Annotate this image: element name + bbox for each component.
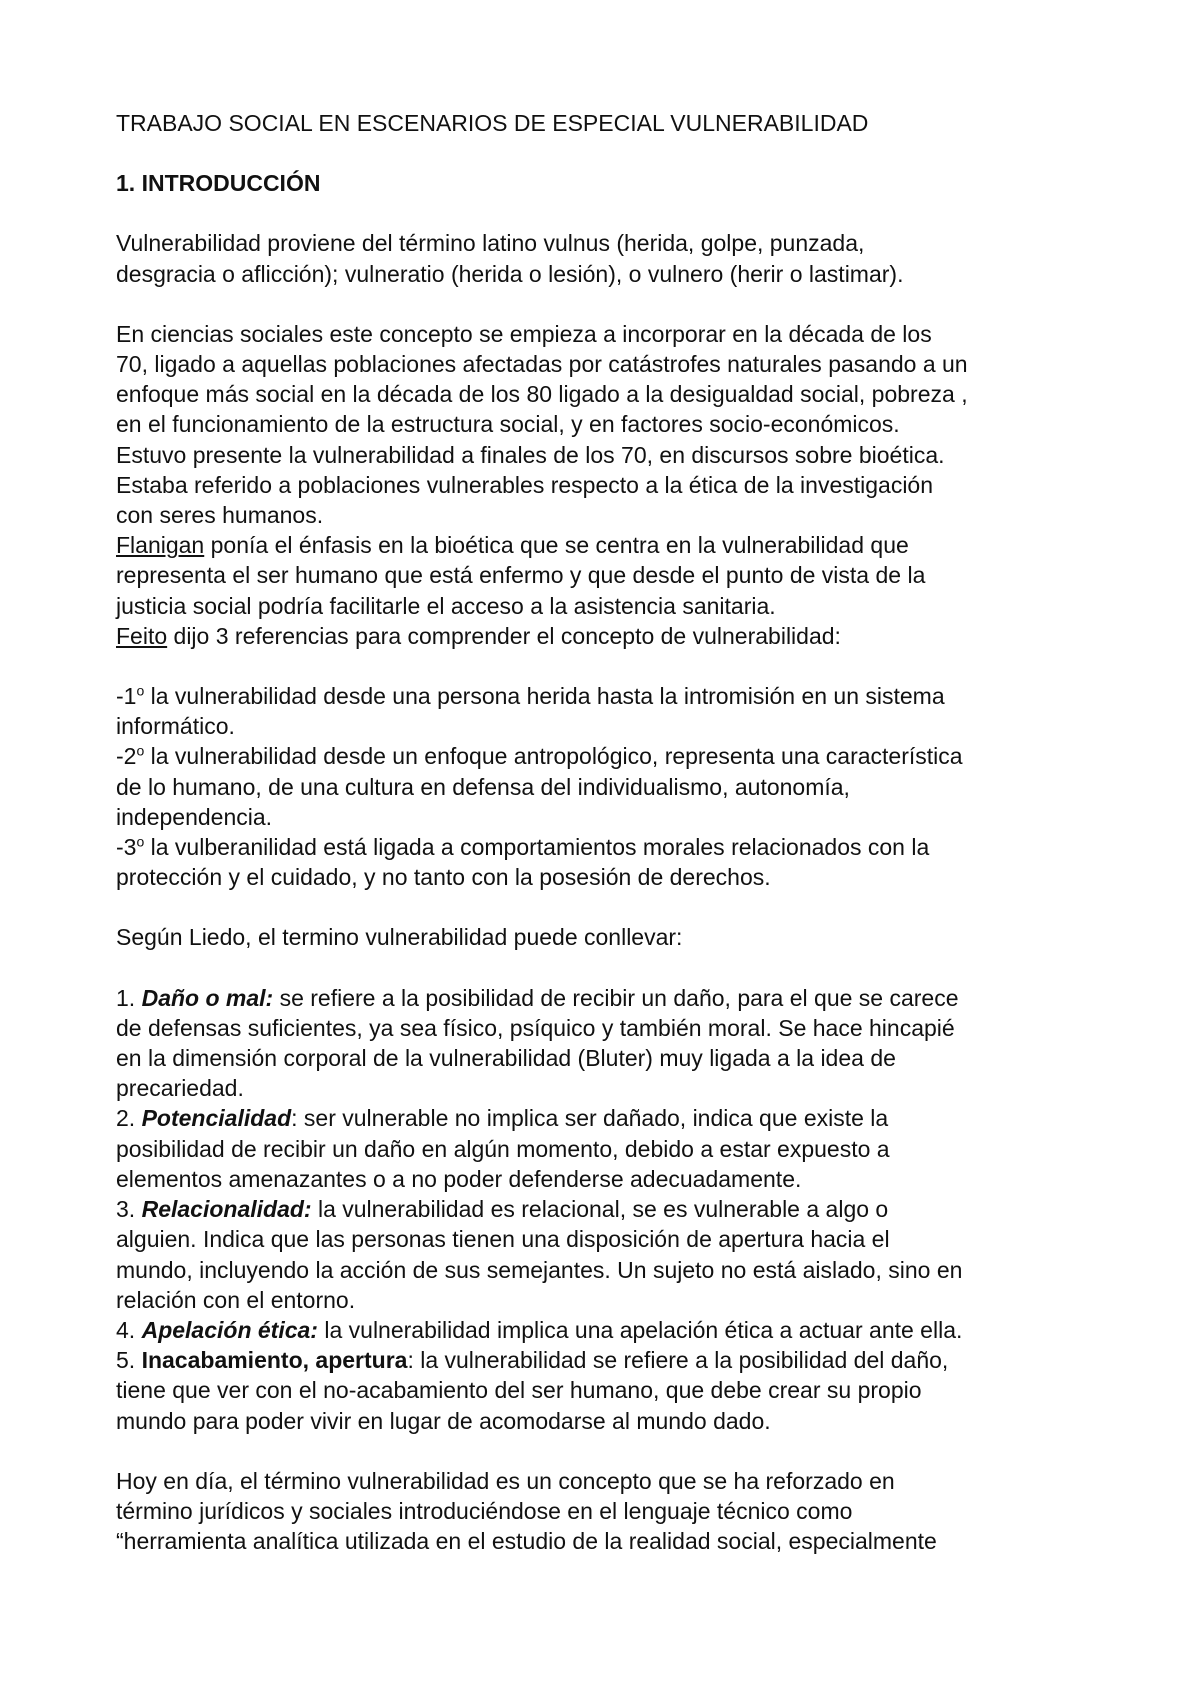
term-inacabamiento: Inacabamiento, apertura [141,1347,408,1374]
text-line: tiene que ver con el no-acabamiento del ser humano, que debe crear su propio [116,1377,922,1404]
list-item: 4. Apelación ética: la vulnerabilidad implica una apelación ética a actuar ante ella. [116,1316,963,1343]
term-relacionalidad: Relacionalidad: [141,1196,312,1223]
text-line: justicia social podría facilitarle el acceso a la asistencia sanitaria. [116,592,776,619]
reference-item: -3$^o$ la vulberanilidad está ligada a comportamientos morales relacionados con la [116,833,930,861]
author-feito: Feito [116,622,168,649]
text-line: con seres humanos. [116,502,324,529]
reference-item: -2$^o$ la vulnerabilidad desde un enfoque antropológico, representa una característica [116,742,963,770]
text-line: mundo, incluyendo la acción de sus semejantes. Un sujeto no está aislado, sino en [116,1256,963,1283]
text-line: Estuvo presente la vulnerabilidad a finales de los 70, en discursos sobre bioética. [116,441,945,468]
paragraph-social-sciences [116,319,1106,651]
list-item: 3. Relacionalidad: la vulnerabilidad es relacional, se es vulnerable a algo o [116,1196,889,1223]
text-line: mundo para poder vivir en lugar de acomodarse al mundo dado. [116,1407,771,1434]
text-line: En ciencias sociales este concepto se empieza a incorporar en la década de los [116,320,932,347]
text-line: término jurídicos y sociales introduciéndose en el lenguaje técnico como [116,1497,853,1524]
text-line: relación con el entorno. [116,1286,356,1313]
text-line: desgracia o aflicción); vulneratio (herida o lesión), o vulnero (herir o lastimar). [116,260,904,287]
term-potencialidad: Potencialidad [141,1105,292,1132]
references-list [116,681,1106,892]
text-line: alguien. Indica que las personas tienen una disposición de apertura hacia el [116,1226,890,1253]
list-item: 1. Daño o mal: se refiere a la posibilidad de recibir un daño, para el que se carece [116,984,959,1011]
text-line: informático. [116,713,235,740]
text-line-feito: Feito dijo 3 referencias para comprender el concepto de vulnerabilidad: [116,622,841,649]
text-line: representa el ser humano que está enfermo y que desde el punto de vista de la [116,562,926,589]
document-title: TRABAJO SOCIAL EN ESCENARIOS DE ESPECIAL VULNERABILIDAD [116,110,869,136]
text-line: en el funcionamiento de la estructura social, y en factores socio-económicos. [116,411,900,438]
author-flanigan: Flanigan [116,532,205,559]
liedo-items-list [116,983,1106,1436]
text-line: protección y el cuidado, y no tanto con la posesión de derechos. [116,864,771,891]
paragraph-today [116,1466,1106,1557]
list-item: 5. Inacabamiento, apertura: la vulnerabilidad se refiere a la posibilidad del daño, [116,1347,949,1374]
text-line: en la dimensión corporal de la vulnerabilidad (Bluter) muy ligada a la idea de [116,1045,896,1072]
text-line: Hoy en día, el término vulnerabilidad es un concepto que se ha reforzado en [116,1467,895,1494]
reference-item: -1$^o$ la vulnerabilidad desde una persona herida hasta la intromisión en un sistema [116,682,945,710]
text-line: “herramienta analítica utilizada en el estudio de la realidad social, especialmente [116,1528,937,1555]
text-line: 70, ligado a aquellas poblaciones afectadas por catástrofes naturales pasando a un [116,351,968,378]
list-item: 2. Potencialidad: ser vulnerable no implica ser dañado, indica que existe la [116,1105,889,1132]
text-line: elementos amenazantes o a no poder defenderse adecuadamente. [116,1165,802,1192]
text-line: de lo humano, de una cultura en defensa del individualismo, autonomía, [116,773,850,800]
document-page [116,108,1106,1556]
text-line: Estaba referido a poblaciones vulnerables respecto a la ética de la investigación [116,471,934,498]
text-line: de defensas suficientes, ya sea físico, psíquico y también moral. Se hace hincapié [116,1014,955,1041]
term-dano-o-mal: Daño o mal: [141,984,274,1011]
section-heading: 1. INTRODUCCIÓN [116,170,321,197]
text-line: enfoque más social en la década de los 80 ligado a la desigualdad social, pobreza , [116,381,968,408]
term-apelacion-etica: Apelación ética: [141,1316,318,1343]
text-line: Vulnerabilidad proviene del término latino vulnus (herida, golpe, punzada, [116,230,865,257]
paragraph-etymology [116,228,1106,288]
liedo-intro: Según Liedo, el termino vulnerabilidad puede conllevar: [116,924,683,951]
text-line: posibilidad de recibir un daño en algún momento, debido a estar expuesto a [116,1135,890,1162]
text-line: precariedad. [116,1075,244,1102]
text-line-flanigan: Flanigan ponía el énfasis en la bioética que se centra en la vulnerabilidad que [116,532,909,559]
text-line: independencia. [116,803,273,830]
